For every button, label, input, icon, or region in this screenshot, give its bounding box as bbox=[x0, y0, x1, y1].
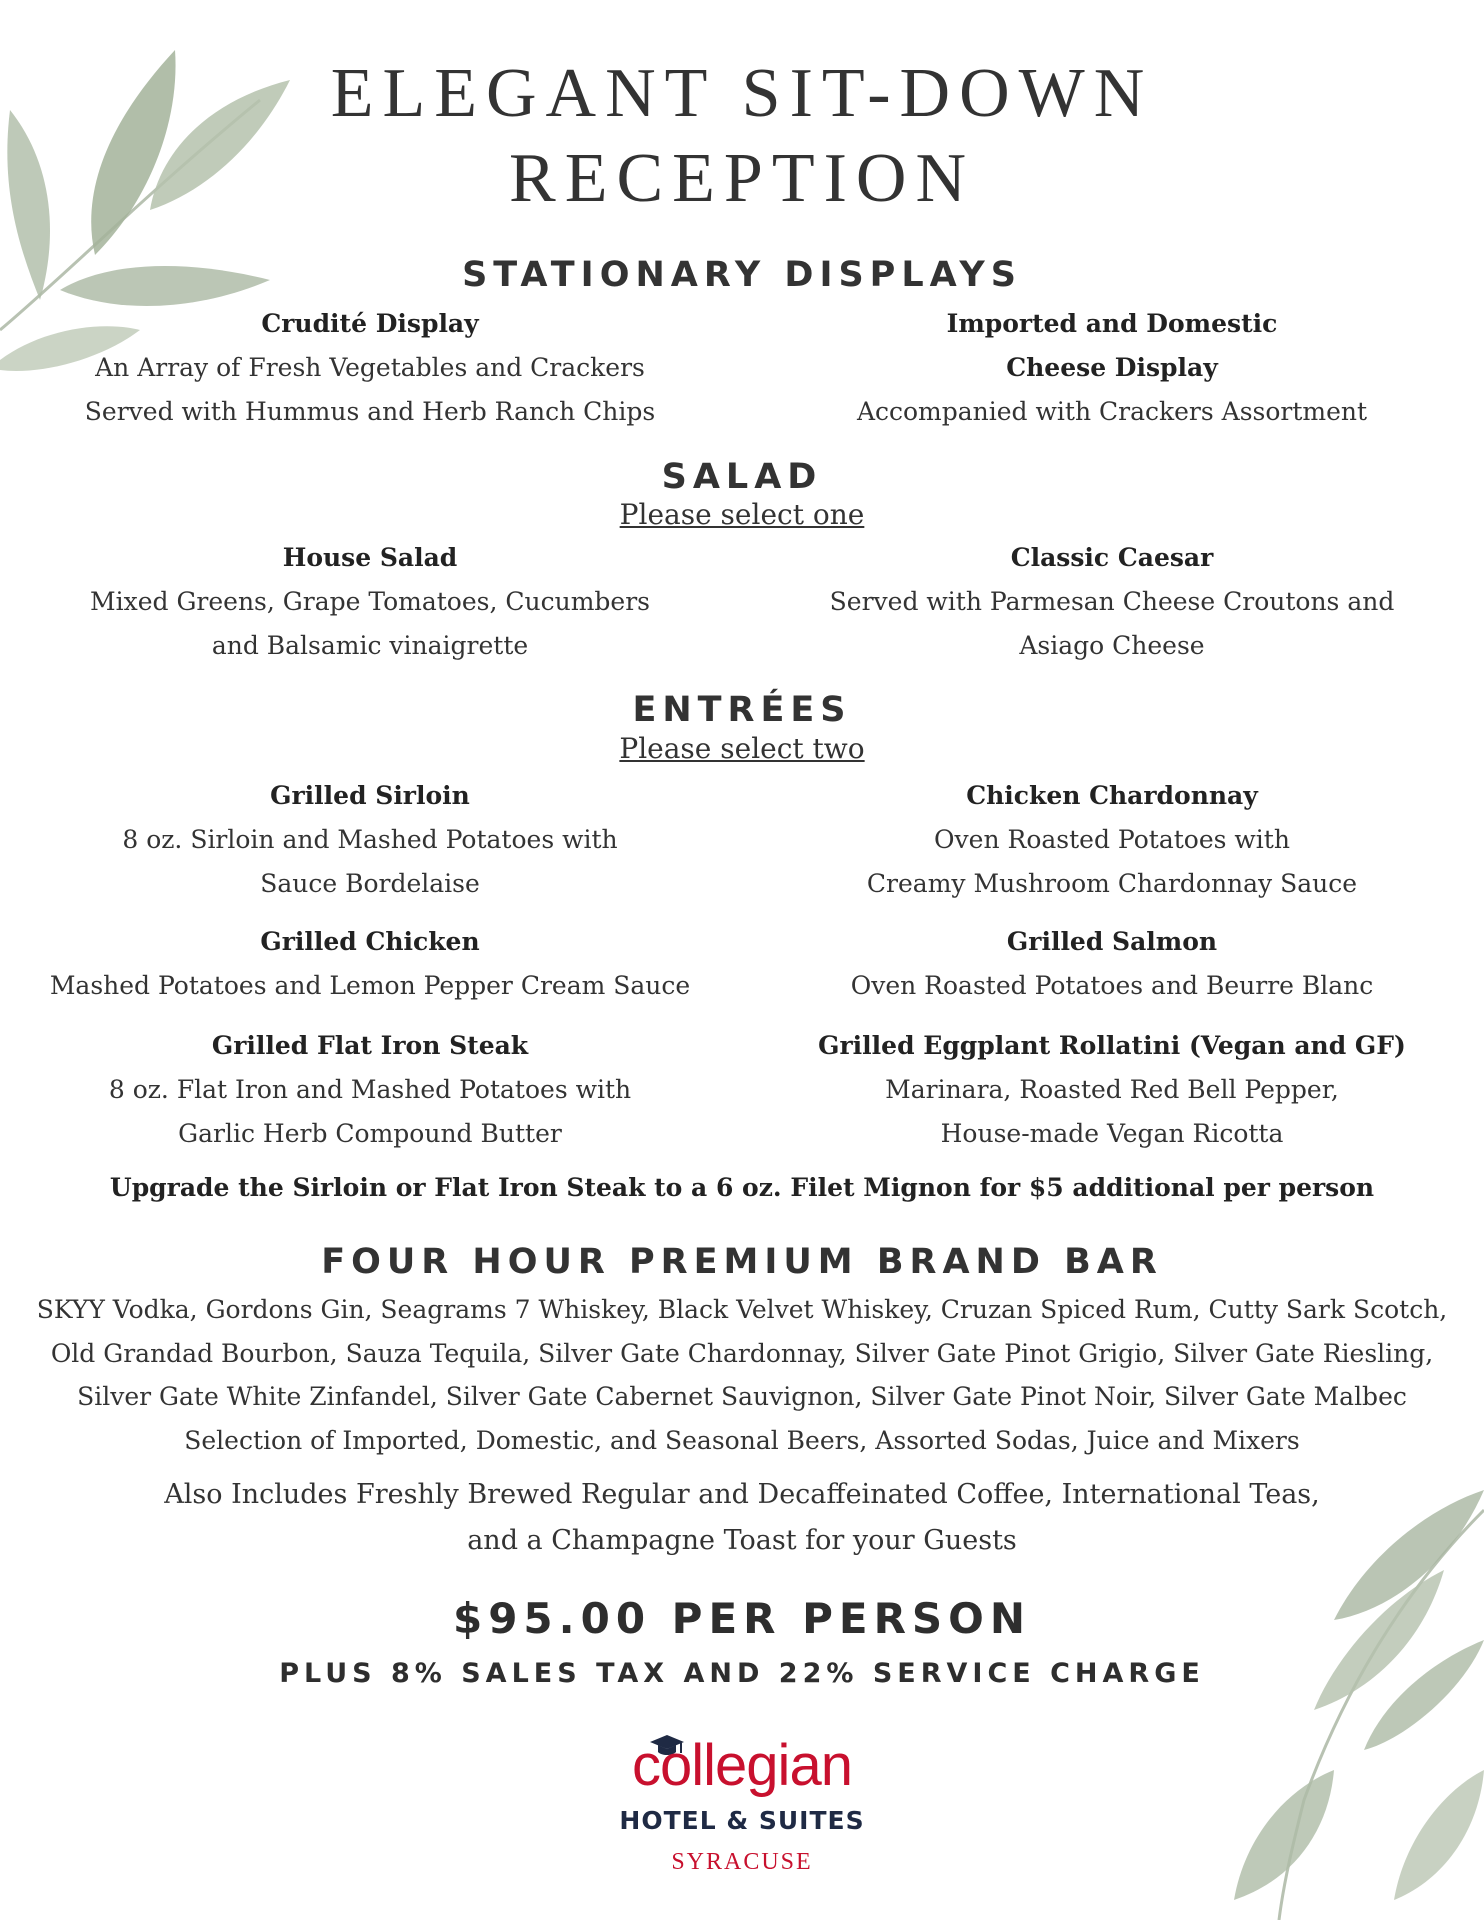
cheese-name-1: Imported and Domestic bbox=[946, 309, 1278, 338]
crudite-desc-2: Served with Hummus and Herb Ranch Chips bbox=[84, 397, 656, 426]
entree-desc: Creamy Mushroom Chardonnay Sauce bbox=[866, 869, 1358, 898]
bar-line: Selection of Imported, Domestic, and Seasonal Beers, Assorted Sodas, Juice and Mixers bbox=[184, 1426, 1300, 1455]
crudite-desc-1: An Array of Fresh Vegetables and Crackers bbox=[95, 353, 645, 382]
logo-city: SYRACUSE bbox=[671, 1849, 813, 1875]
caesar-item bbox=[792, 536, 1432, 668]
entree-name: Grilled Flat Iron Steak bbox=[211, 1031, 529, 1060]
entree-item bbox=[40, 774, 700, 906]
entree-name: Chicken Chardonnay bbox=[966, 781, 1258, 810]
entrees-heading: ENTRÉES bbox=[632, 690, 852, 730]
house-salad-desc-2: and Balsamic vinaigrette bbox=[211, 631, 529, 660]
house-salad-desc-1: Mixed Greens, Grape Tomatoes, Cucumbers bbox=[90, 587, 650, 616]
caesar-desc-1: Served with Parmesan Cheese Croutons and bbox=[829, 587, 1395, 616]
price: $95.00 PER PERSON bbox=[452, 1594, 1032, 1643]
cheese-item bbox=[792, 302, 1432, 434]
bar-extras: and a Champagne Toast for your Guests bbox=[467, 1525, 1017, 1556]
entree-desc: Garlic Herb Compound Butter bbox=[178, 1119, 562, 1148]
entree-desc: Sauce Bordelaise bbox=[260, 869, 480, 898]
entree-item bbox=[792, 774, 1432, 906]
entree-desc: Marinara, Roasted Red Bell Pepper, bbox=[885, 1075, 1339, 1104]
logo-wordmark: collegian bbox=[632, 1733, 852, 1798]
bar-heading: FOUR HOUR PREMIUM BRAND BAR bbox=[321, 1242, 1163, 1282]
bar-extras: Also Includes Freshly Brewed Regular and Decaffeinated Coffee, International Teas, bbox=[164, 1479, 1320, 1510]
cheese-desc-1: Accompanied with Crackers Assortment bbox=[856, 397, 1368, 426]
bar-line: SKYY Vodka, Gordons Gin, Seagrams 7 Whiskey, Black Velvet Whiskey, Cruzan Spiced Rum, Cutty Sark Scotch, bbox=[36, 1295, 1448, 1324]
entree-item bbox=[40, 920, 700, 1008]
caesar-name: Classic Caesar bbox=[1010, 543, 1214, 572]
entree-desc: Oven Roasted Potatoes and Beurre Blanc bbox=[850, 971, 1374, 1000]
upgrade-note: Upgrade the Sirloin or Flat Iron Steak to a 6 oz. Filet Mignon for $5 additional per person bbox=[109, 1173, 1375, 1202]
bar-line: Silver Gate White Zinfandel, Silver Gate Cabernet Sauvignon, Silver Gate Pinot Noir, Silver Gate Malbec bbox=[77, 1382, 1407, 1411]
crudite-name: Crudité Display bbox=[261, 309, 479, 338]
entree-desc: Mashed Potatoes and Lemon Pepper Cream Sauce bbox=[49, 971, 691, 1000]
entree-desc: 8 oz. Flat Iron and Mashed Potatoes with bbox=[108, 1075, 632, 1104]
entree-desc: 8 oz. Sirloin and Mashed Potatoes with bbox=[122, 825, 618, 854]
logo-subtitle: HOTEL & SUITES bbox=[619, 1806, 865, 1835]
entrees-instruction: Please select two bbox=[619, 732, 865, 765]
entree-name: Grilled Sirloin bbox=[270, 781, 470, 810]
page-title-line-1: ELEGANT SIT-DOWN bbox=[330, 55, 1154, 132]
entree-name: Grilled Salmon bbox=[1006, 927, 1218, 956]
stationary-heading: STATIONARY DISPLAYS bbox=[462, 255, 1022, 295]
entree-desc: Oven Roasted Potatoes with bbox=[934, 825, 1290, 854]
house-salad-name: House Salad bbox=[282, 543, 458, 572]
cheese-name-2: Cheese Display bbox=[1006, 353, 1218, 382]
page-title-line-2: RECEPTION bbox=[509, 140, 975, 217]
fine-print: PLUS 8% SALES TAX AND 22% SERVICE CHARGE bbox=[279, 1658, 1205, 1689]
entree-item bbox=[40, 1024, 700, 1156]
entree-name: Grilled Chicken bbox=[260, 927, 480, 956]
entree-desc: House-made Vegan Ricotta bbox=[940, 1119, 1284, 1148]
entree-item bbox=[792, 920, 1432, 1008]
salad-heading: SALAD bbox=[661, 457, 823, 497]
entree-name: Grilled Eggplant Rollatini (Vegan and GF) bbox=[818, 1031, 1406, 1060]
entree-item bbox=[792, 1024, 1432, 1156]
caesar-desc-2: Asiago Cheese bbox=[1019, 631, 1205, 660]
house-salad-item bbox=[40, 536, 700, 668]
bar-line: Old Grandad Bourbon, Sauza Tequila, Silver Gate Chardonnay, Silver Gate Pinot Grigio, Silver Gate Riesling, bbox=[50, 1339, 1434, 1368]
crudite-item bbox=[40, 302, 700, 434]
salad-instruction: Please select one bbox=[619, 498, 865, 531]
